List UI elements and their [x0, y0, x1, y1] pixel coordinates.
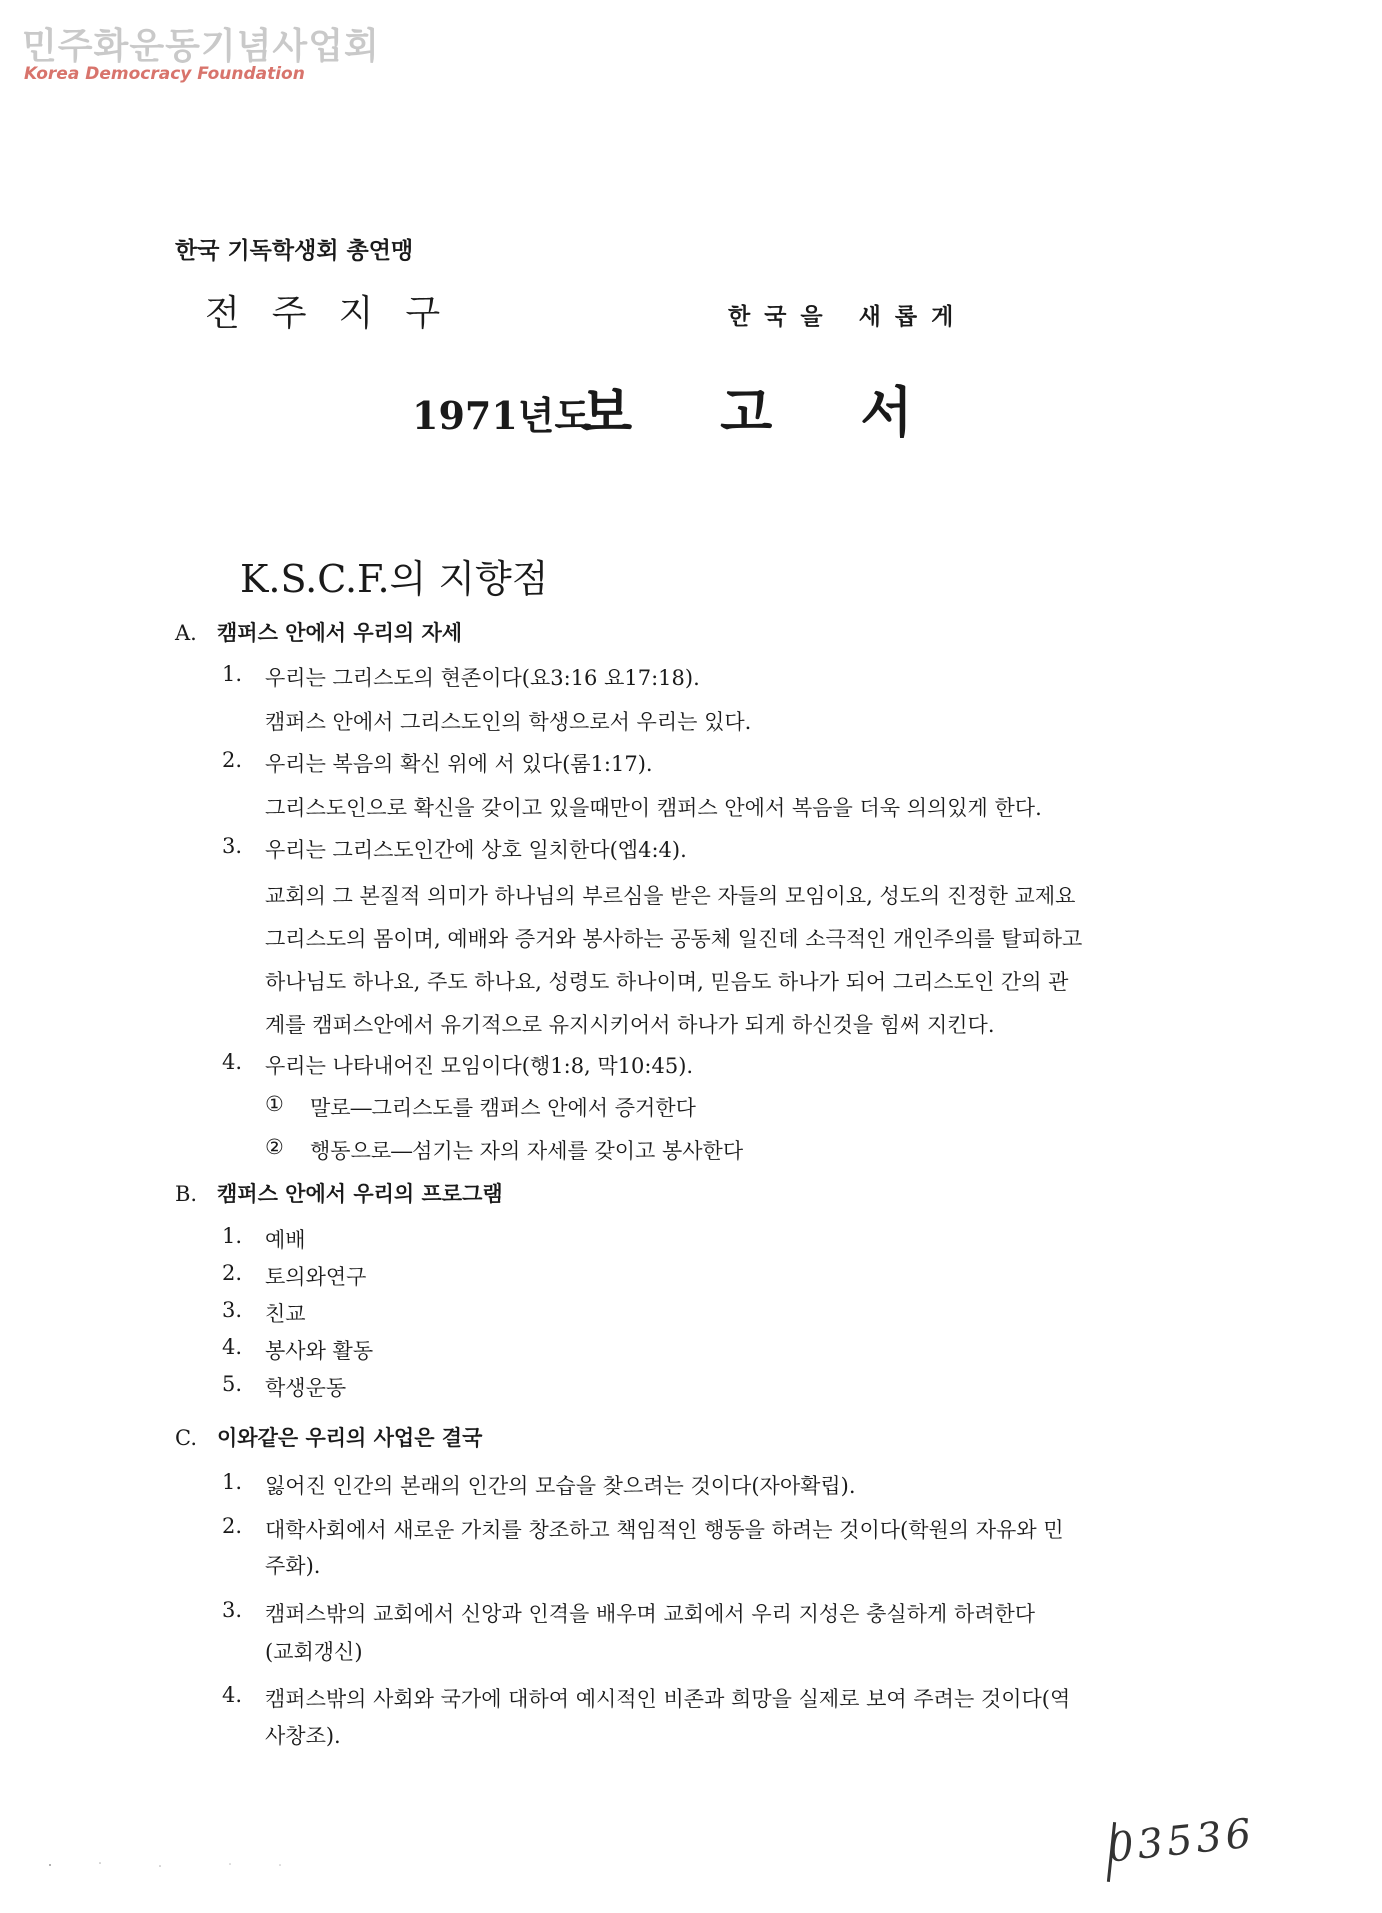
section-title-text: 캠퍼스 안에서 우리의 프로그램	[217, 1182, 503, 1206]
district-name: 전주지구	[205, 293, 473, 334]
item-text: 토의와연구	[265, 1265, 367, 1289]
item-text: 계를 캠퍼스안에서 유기적으로 유지시키어서 하나가 되게 하신것을 힘써 지킨다.	[265, 1013, 995, 1037]
scan-specks	[40, 1860, 300, 1870]
report-year: 1971년도	[412, 393, 592, 438]
item-text: 행동으로―섬기는 자의 자세를 갖이고 봉사한다	[310, 1139, 744, 1163]
item-number: ②	[265, 1135, 284, 1159]
item-number: 1.	[222, 1224, 243, 1248]
watermark-korean: 민주화운동기념사업회	[22, 26, 380, 67]
section-c-title	[175, 1422, 482, 1452]
item-text: 캠퍼스밖의 사회와 국가에 대하여 예시적인 비존과 희망을 실제로 보여 주려는 것이다(역	[265, 1687, 1071, 1711]
handwritten-document-number: 03536	[1105, 1810, 1258, 1872]
item-text: 그리스도의 몸이며, 예배와 증거와 봉사하는 공동체 일진데 소극적인 개인주의를 탈피하고	[265, 927, 1083, 951]
item-text: 우리는 복음의 확신 위에 서 있다(롬1:17).	[265, 752, 653, 776]
item-text: 캠퍼스밖의 교회에서 신앙과 인격을 배우며 교회에서 우리 지성은 충실하게 하려한다	[265, 1602, 1036, 1626]
item-number: 3.	[222, 834, 243, 858]
item-text: 우리는 그리스도의 현존이다(요3:16 요17:18).	[265, 666, 700, 690]
item-number: 2.	[222, 1514, 243, 1538]
item-number: 4.	[222, 1050, 243, 1074]
item-text: 대학사회에서 새로운 가치를 창조하고 책임적인 행동을 하려는 것이다(학원의 자유와 민	[265, 1518, 1064, 1542]
item-number: 4.	[222, 1683, 243, 1707]
item-number: 2.	[222, 1261, 243, 1285]
section-a-title	[175, 617, 462, 647]
item-text: 하나님도 하나요, 주도 하나요, 성령도 하나이며, 믿음도 하나가 되어 그리스도인 간의 관	[265, 970, 1069, 994]
item-text: 말로―그리스도를 캠퍼스 안에서 증거한다	[310, 1096, 696, 1120]
item-text: 학생운동	[265, 1376, 347, 1400]
watermark-english: Korea Democracy Foundation	[24, 64, 305, 84]
item-text: 교회의 그 본질적 의미가 하나님의 부르심을 받은 자들의 모임이요, 성도의 진정한 교제요	[265, 884, 1076, 908]
item-text: (교회갱신)	[265, 1640, 363, 1664]
item-number: 1.	[222, 662, 243, 686]
item-number: 3.	[222, 1298, 243, 1322]
item-number: 1.	[222, 1470, 243, 1494]
item-text: 친교	[265, 1302, 306, 1326]
item-text: 우리는 나타내어진 모임이다(행1:8, 막10:45).	[265, 1054, 694, 1078]
item-number: 4.	[222, 1335, 243, 1359]
item-text: 예배	[265, 1228, 306, 1252]
item-text: 캠퍼스 안에서 그리스도인의 학생으로서 우리는 있다.	[265, 710, 752, 734]
section-b-title	[175, 1178, 503, 1208]
item-number: 5.	[222, 1372, 243, 1396]
section-title-text: 캠퍼스 안에서 우리의 자세	[217, 621, 463, 645]
item-text: 주화).	[265, 1554, 321, 1578]
section-letter: A.	[175, 621, 197, 645]
slogan: 한국을 새롭게	[728, 304, 968, 330]
item-text: 사창조).	[265, 1724, 341, 1748]
item-number: 3.	[222, 1598, 243, 1622]
item-text: 잃어진 인간의 본래의 인간의 모습을 찾으려는 것이다(자아확립).	[265, 1474, 856, 1498]
section-letter: B.	[175, 1182, 198, 1206]
item-text: 봉사와 활동	[265, 1339, 374, 1363]
item-number: ①	[265, 1092, 284, 1116]
item-text: 우리는 그리스도인간에 상호 일치한다(엡4:4).	[265, 838, 687, 862]
item-text: 그리스도인으로 확신을 갖이고 있을때만이 캠퍼스 안에서 복음을 더욱 의의있게 한다.	[265, 796, 1042, 820]
section-heading: K.S.C.F.의 지향점	[240, 557, 549, 601]
section-title-text: 이와같은 우리의 사업은 결국	[217, 1426, 483, 1450]
section-letter: C.	[175, 1426, 197, 1450]
organization-name: 한국 기독학생회 총연맹	[175, 238, 414, 264]
item-number: 2.	[222, 748, 243, 772]
report-title: 보고서	[580, 381, 1001, 444]
